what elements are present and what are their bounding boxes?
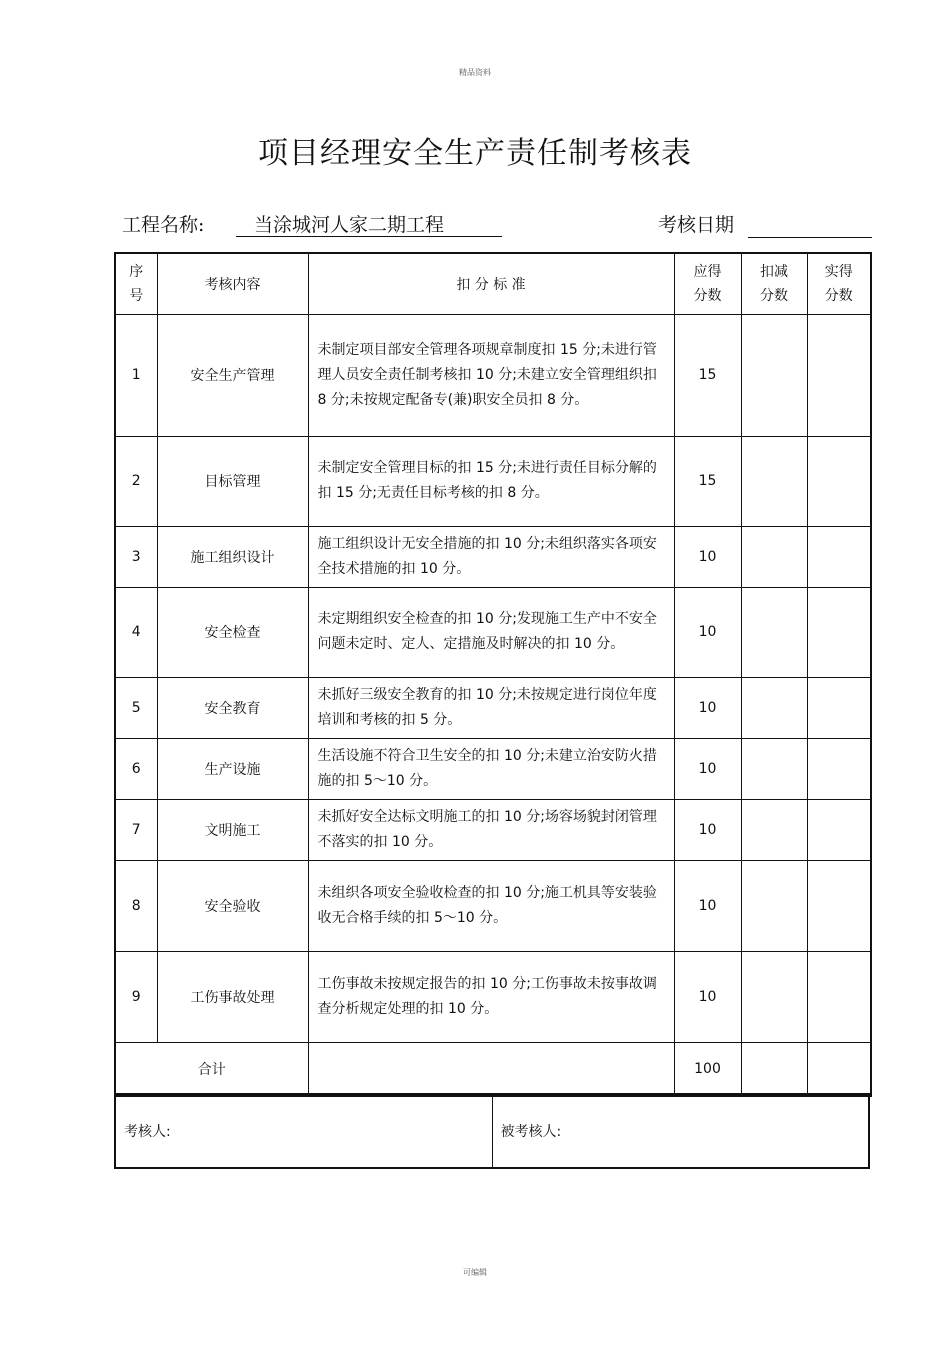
watermark-top: 精品资料	[459, 68, 491, 77]
page-title: 项目经理安全生产责任制考核表	[258, 136, 692, 171]
row-deducted-score[interactable]	[741, 436, 807, 526]
row-deducted-score[interactable]	[741, 860, 807, 951]
assessor-label[interactable]: 考核人:	[115, 1094, 492, 1168]
table-row	[115, 314, 871, 436]
row-criteria: 未定期组织安全检查的扣 10 分;发现施工生产中不安全问题未定时、定人、定措施及时解决的扣 10 分。	[308, 587, 674, 677]
row-seq: 4	[115, 587, 157, 677]
row-due-score: 10	[674, 860, 741, 951]
row-criteria: 未抓好安全达标文明施工的扣 10 分;场容场貌封闭管理不落实的扣 10 分。	[308, 799, 674, 860]
row-actual-score[interactable]	[807, 860, 871, 951]
table-row	[115, 677, 871, 738]
assessment-date-field[interactable]	[748, 210, 872, 238]
signature-table	[114, 1093, 870, 1169]
row-due-score: 10	[674, 587, 741, 677]
row-due-score: 10	[674, 799, 741, 860]
row-deducted-score[interactable]	[741, 677, 807, 738]
row-content: 安全检查	[157, 587, 308, 677]
watermark-bottom: 可编辑	[463, 1268, 487, 1277]
row-seq: 6	[115, 738, 157, 799]
row-criteria: 未组织各项安全验收检查的扣 10 分;施工机具等安装验收无合格手续的扣 5～10 分。	[308, 860, 674, 951]
row-due-score: 10	[674, 526, 741, 587]
row-actual-score[interactable]	[807, 587, 871, 677]
row-actual-score[interactable]	[807, 738, 871, 799]
row-seq: 1	[115, 314, 157, 436]
row-actual-score[interactable]	[807, 526, 871, 587]
row-due-score: 10	[674, 738, 741, 799]
row-content: 安全教育	[157, 677, 308, 738]
row-criteria: 工伤事故未按规定报告的扣 10 分;工伤事故未按事故调查分析规定处理的扣 10 分。	[308, 951, 674, 1042]
row-criteria: 未抓好三级安全教育的扣 10 分;未按规定进行岗位年度培训和考核的扣 5 分。	[308, 677, 674, 738]
row-actual-score[interactable]	[807, 677, 871, 738]
table-row	[115, 587, 871, 677]
total-criteria-cell	[308, 1042, 674, 1096]
row-content: 文明施工	[157, 799, 308, 860]
row-content: 生产设施	[157, 738, 308, 799]
total-actual-cell[interactable]	[807, 1042, 871, 1096]
row-criteria: 生活设施不符合卫生安全的扣 10 分;未建立治安防火措施的扣 5～10 分。	[308, 738, 674, 799]
header-deducted-score: 扣减分数	[741, 253, 807, 314]
row-seq: 8	[115, 860, 157, 951]
total-row	[115, 1042, 871, 1096]
row-deducted-score[interactable]	[741, 951, 807, 1042]
project-name-label: 工程名称:	[122, 214, 205, 236]
table-row	[115, 799, 871, 860]
row-criteria: 未制定项目部安全管理各项规章制度扣 15 分;未进行管理人员安全责任制考核扣 10 分;未建立安全管理组织扣 8 分;未按规定配备专(兼)职安全员扣 8 分。	[308, 314, 674, 436]
header-content: 考核内容	[157, 253, 308, 314]
row-due-score: 15	[674, 314, 741, 436]
project-name-value: 当涂城河人家二期工程	[236, 210, 502, 237]
row-due-score: 10	[674, 951, 741, 1042]
table-row	[115, 860, 871, 951]
row-actual-score[interactable]	[807, 314, 871, 436]
row-deducted-score[interactable]	[741, 738, 807, 799]
row-deducted-score[interactable]	[741, 526, 807, 587]
row-criteria: 施工组织设计无安全措施的扣 10 分;未组织落实各项安全技术措施的扣 10 分。	[308, 526, 674, 587]
row-seq: 9	[115, 951, 157, 1042]
row-criteria: 未制定安全管理目标的扣 15 分;未进行责任目标分解的扣 15 分;无责任目标考核的扣 8 分。	[308, 436, 674, 526]
table-row	[115, 738, 871, 799]
row-content: 目标管理	[157, 436, 308, 526]
row-seq: 3	[115, 526, 157, 587]
assessee-label[interactable]: 被考核人:	[492, 1094, 869, 1168]
row-actual-score[interactable]	[807, 799, 871, 860]
row-deducted-score[interactable]	[741, 587, 807, 677]
header-seq: 序号	[115, 253, 157, 314]
row-deducted-score[interactable]	[741, 314, 807, 436]
row-due-score: 10	[674, 677, 741, 738]
row-content: 施工组织设计	[157, 526, 308, 587]
row-seq: 2	[115, 436, 157, 526]
assessment-table	[114, 252, 872, 1097]
row-content: 安全生产管理	[157, 314, 308, 436]
row-actual-score[interactable]	[807, 436, 871, 526]
row-seq: 7	[115, 799, 157, 860]
total-score: 100	[674, 1042, 741, 1096]
row-deducted-score[interactable]	[741, 799, 807, 860]
row-content: 工伤事故处理	[157, 951, 308, 1042]
header-actual-score: 实得分数	[807, 253, 871, 314]
header-criteria: 扣 分 标 准	[308, 253, 674, 314]
row-seq: 5	[115, 677, 157, 738]
row-content: 安全验收	[157, 860, 308, 951]
table-row	[115, 436, 871, 526]
table-row	[115, 951, 871, 1042]
assessment-date-label: 考核日期	[658, 214, 735, 236]
total-deducted-cell[interactable]	[741, 1042, 807, 1096]
total-label: 合计	[115, 1042, 308, 1096]
table-header-row	[115, 253, 871, 314]
row-actual-score[interactable]	[807, 951, 871, 1042]
table-row	[115, 526, 871, 587]
row-due-score: 15	[674, 436, 741, 526]
header-due-score: 应得分数	[674, 253, 741, 314]
